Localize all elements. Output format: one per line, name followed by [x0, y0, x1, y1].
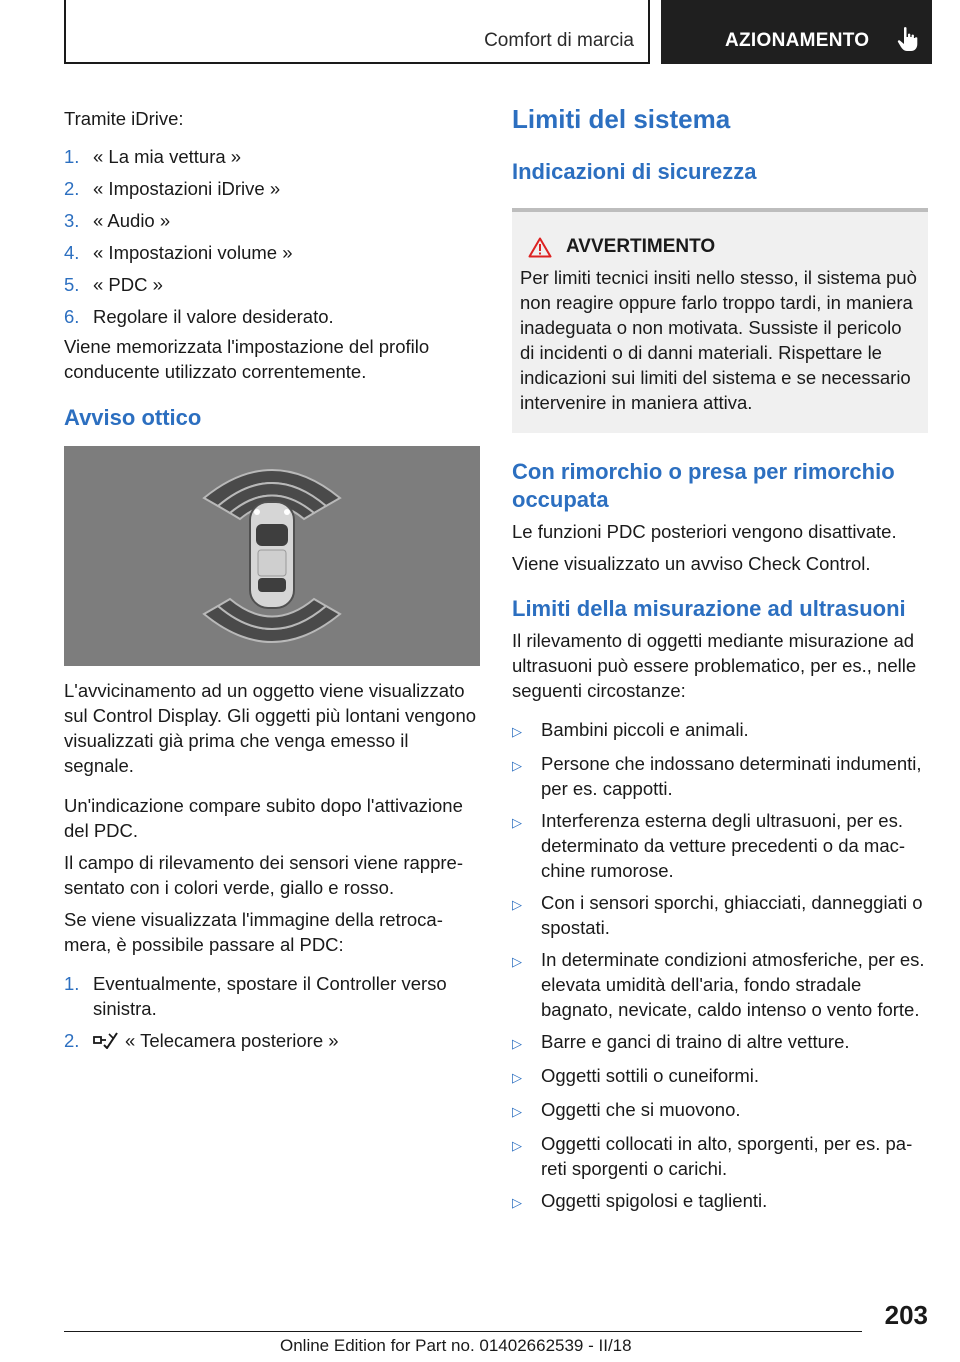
section-title-system-limits: Limiti del sistema — [512, 104, 731, 134]
footer-divider — [64, 1331, 862, 1332]
rear-camera-icon — [93, 1031, 119, 1049]
warning-title-text: AVVERTIMENTO — [566, 236, 716, 257]
paragraph-colors: Il campo di rilevamento dei sensori viene rappresentato con i colori verde, giallo e rosso. — [64, 852, 463, 898]
list-item — [512, 1097, 928, 1124]
bullet-triangle-icon: ▷ — [512, 758, 522, 773]
list-item-text: Persone che indossano determinati indumenti, per es. cappotti. — [541, 753, 922, 799]
bullet-triangle-icon: ▷ — [512, 1195, 522, 1210]
step-text: « Audio » — [93, 210, 171, 231]
step-number: 3. — [64, 210, 80, 231]
step-number: 5. — [64, 274, 80, 295]
list-item-text: In determinate condizioni atmosferiche, per es. elevata umidità dell'aria, fondo stradale bagnato, nevicate, caldo intenso o vento forte. — [541, 949, 925, 1020]
list-item-text: Oggetti che si muovono. — [541, 1099, 741, 1120]
paragraph-activation: Un'indicazione compare subito dopo l'attivazione del PDC. — [64, 795, 463, 841]
list-item — [512, 947, 928, 1022]
right-column — [512, 100, 928, 1222]
list-item — [512, 1188, 928, 1215]
pdc-display-image — [64, 446, 480, 666]
rear-camera-steps-list — [64, 971, 480, 1053]
list-item — [512, 1131, 928, 1181]
step-text: « Impostazioni volume » — [93, 242, 293, 263]
list-item — [512, 1063, 928, 1090]
car-sensor-illustration — [64, 446, 480, 666]
step-text: « Telecamera posteriore » — [125, 1030, 339, 1051]
bullet-triangle-icon: ▷ — [512, 724, 522, 739]
bullet-triangle-icon: ▷ — [512, 1138, 522, 1153]
page-number: 203 — [884, 1300, 928, 1330]
warning-triangle-icon — [528, 237, 552, 258]
hand-pointer-icon — [897, 26, 919, 52]
warning-text: Per limiti tecnici insiti nello stesso, il sistema può non reagire oppure farlo troppo tardi, in maniera inadeguata o non motivata. Sussiste il pericolo di incidenti o di danni materiali. Rispettare le indicazioni sui limiti del sistema e se necessario intervenire in maniera attiva. — [520, 267, 917, 413]
list-item — [64, 176, 480, 201]
list-item — [64, 971, 480, 1021]
list-item — [64, 1028, 480, 1053]
idrive-steps-list — [64, 144, 480, 329]
step-content — [93, 1028, 480, 1053]
step-text: « La mia vettura » — [93, 146, 242, 167]
step-text: « Impostazioni iDrive » — [93, 178, 281, 199]
paragraph-rear-camera: Se viene visualizzata l'immagine della retrocamera, è possibile passare al PDC: — [64, 909, 443, 955]
step-number: 2. — [64, 178, 80, 199]
warning-box — [512, 208, 928, 433]
list-item — [512, 808, 928, 883]
step-number: 2. — [64, 1030, 80, 1051]
limits-intro: Il rilevamento di oggetti mediante misurazione ad ultrasuoni può essere problematico, per es., nelle seguenti circostanze: — [512, 630, 917, 701]
step-number: 6. — [64, 306, 80, 327]
subtitle-safety: Indicazioni di sicurezza — [512, 159, 757, 184]
list-item — [64, 304, 480, 329]
list-item — [512, 890, 928, 940]
limitations-list — [512, 717, 928, 1215]
step-number: 1. — [64, 146, 80, 167]
heading-ultrasonic-limits: Limiti della misurazione ad ultrasuoni — [512, 596, 906, 621]
trailer-paragraph-1: Le funzioni PDC posteriori vengono disattivate. — [512, 521, 897, 542]
paragraph-approach: L'avvicinamento ad un oggetto viene visualizzato sul Control Display. Gli oggetti più lontani vengono visualizzati già prima che venga emesso il segnale. — [64, 680, 477, 776]
left-column — [64, 100, 480, 1060]
bullet-triangle-icon: ▷ — [512, 815, 522, 830]
list-item — [64, 144, 480, 169]
header-chapter-tab — [661, 0, 932, 64]
list-item — [64, 208, 480, 233]
list-item — [64, 272, 480, 297]
bullet-triangle-icon: ▷ — [512, 1070, 522, 1085]
step-text: « PDC » — [93, 274, 163, 295]
warning-title — [520, 236, 920, 258]
trailer-paragraph-2: Viene visualizzato un avviso Check Control. — [512, 553, 871, 574]
intro-text: Tramite iDrive: — [64, 108, 184, 129]
list-item-text: Interferenza esterna degli ultrasuoni, per es. determinato da vetture precedenti o da macchine rumorose. — [541, 810, 906, 881]
step-number: 4. — [64, 242, 80, 263]
list-item-text: Oggetti sottili o cuneiformi. — [541, 1065, 759, 1086]
list-item-text: Oggetti collocati in alto, sporgenti, per es. pareti sporgenti o carichi. — [541, 1133, 913, 1179]
bullet-triangle-icon: ▷ — [512, 897, 522, 912]
list-item — [512, 717, 928, 744]
footer-edition-text: Online Edition for Part no. 01402662539 - II/18 — [280, 1336, 632, 1355]
step-number: 1. — [64, 973, 80, 994]
list-item-text: Con i sensori sporchi, ghiacciati, danneggiati o spostati. — [541, 892, 923, 938]
list-item-text: Oggetti spigolosi e taglienti. — [541, 1190, 768, 1211]
list-item — [512, 751, 928, 801]
bullet-triangle-icon: ▷ — [512, 1036, 522, 1051]
header-chapter-title: AZIONAMENTO — [725, 30, 870, 51]
step-text: Regolare il valore desiderato. — [93, 306, 334, 327]
heading-trailer: Con rimorchio o presa per rimorchio occupata — [512, 459, 895, 512]
step-text: Eventualmente, spostare il Controller verso sinistra. — [93, 973, 447, 1019]
header-section-tab — [64, 0, 650, 64]
section-heading-visual-warning: Avviso ottico — [64, 405, 202, 430]
list-item — [512, 1029, 928, 1056]
memo-text: Viene memorizzata l'impostazione del profilo conducente utilizzato correntemente. — [64, 336, 430, 382]
list-item-text: Bambini piccoli e animali. — [541, 719, 749, 740]
header-section-title: Comfort di marcia — [484, 30, 634, 51]
bullet-triangle-icon: ▷ — [512, 1104, 522, 1119]
bullet-triangle-icon: ▷ — [512, 954, 522, 969]
list-item-text: Barre e ganci di traino di altre vetture. — [541, 1031, 850, 1052]
list-item — [64, 240, 480, 265]
